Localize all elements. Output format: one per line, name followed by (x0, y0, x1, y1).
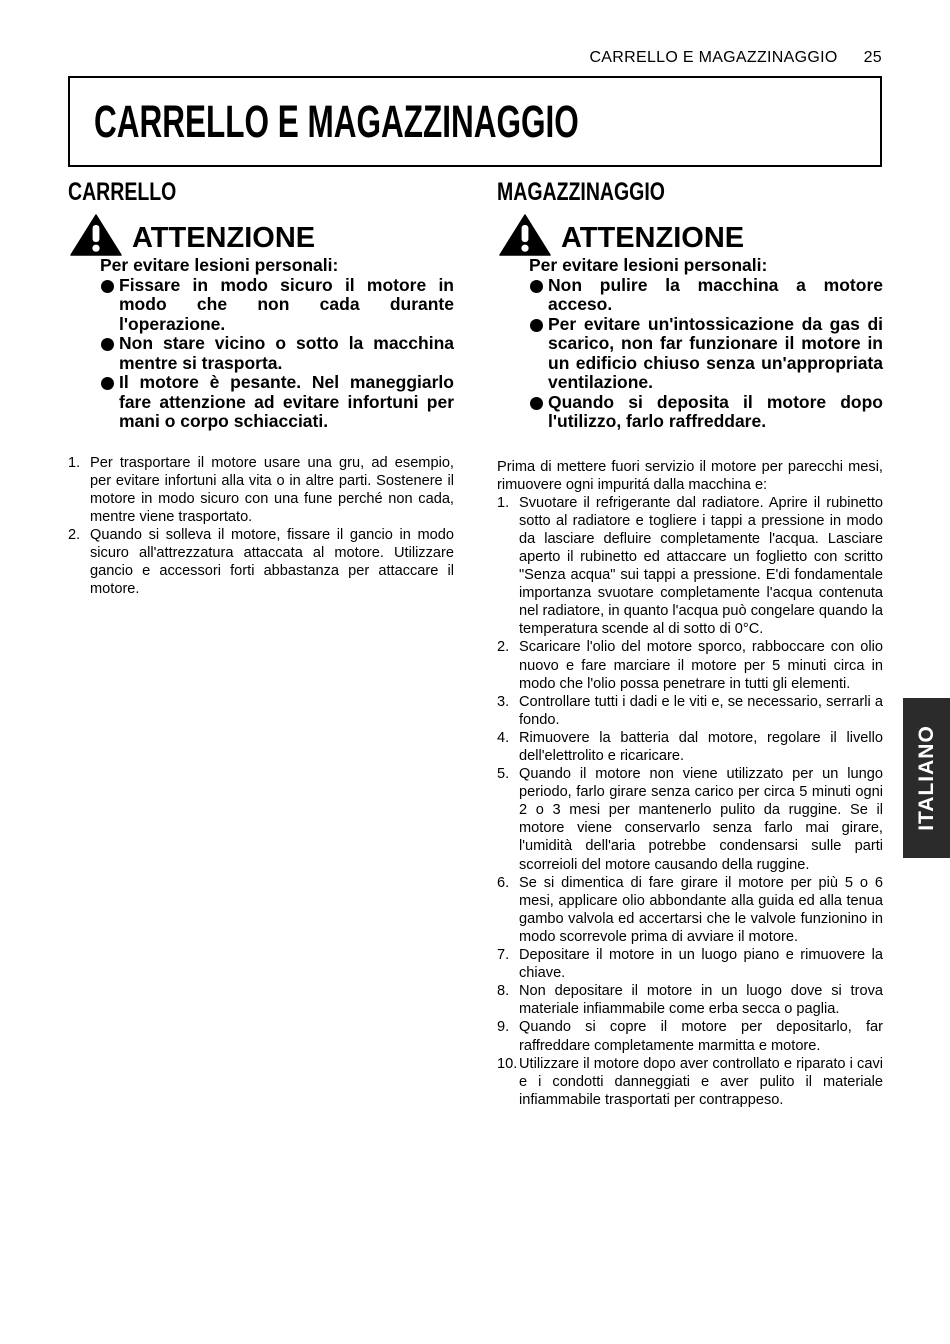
bullet-icon (530, 280, 543, 293)
warning-header (497, 212, 883, 256)
warning-list (100, 276, 454, 432)
warning-item: Per evitare un'intossicazione da gas di scarico, non far funzionare il motore in un edificio chiuso senza un'appropriata ventilazione. (529, 315, 883, 393)
warning-intro: Per evitare lesioni personali: (529, 255, 768, 275)
carrello-column (68, 178, 454, 598)
list-item: 5. Quando il motore non viene utilizzato per un lungo periodo, farlo girare senza carico per circa 5 minuti ogni 2 o 3 mesi per mantenerlo pulito da ruggine. Se il motore viene conservarlo senza farlo mai girare, l'umidità dell'aria potrebbe condensarsi sulle parti scorreioli del motore causando della ruggine. (497, 766, 883, 873)
list-item: 1. Svuotare il refrigerante dal radiatore. Aprire il rubinetto sotto al radiatore e togliere i tappi a pressione in modo da lasciare defluire completamente l'acqua. Lasciare aperto il rubinetto ed attaccare un foglietto con scritto "Senza acqua" sui tappi a pressione. E'di fondamentale importanza svuotare completamente l'acqua contenuta nel radiatore, in quanto l'acqua può congelare quando la temperatura scende al di sotto di 0°C. (497, 494, 883, 638)
storage-intro: Prima di mettere fuori servizio il motore per parecchi mesi, rimuovere ogni impuritá dalla macchina e: (497, 458, 883, 493)
list-item: 7. Depositare il motore in un luogo piano e rimuovere la chiave. (497, 947, 883, 982)
title-box (68, 76, 882, 167)
warning-item: Fissare in modo sicuro il motore in modo che non cada durante l'operazione. (100, 276, 454, 335)
page-number: 25 (863, 49, 882, 66)
page-title: CARRELLO E MAGAZZINAGGIO (94, 96, 579, 147)
magazzinaggio-column (497, 178, 883, 1109)
list-item: 1. Per trasportare il motore usare una gru, ad esempio, per evitare infortuni alla vita o in altre parti. Sostenere il motore in modo sicuro con una fune perché non cada, mentre viene trasportato. (68, 454, 454, 525)
warning-label: ATTENZIONE (561, 222, 745, 254)
warning-intro: Per evitare lesioni personali: (100, 255, 339, 275)
bullet-icon (101, 377, 114, 390)
bullet-icon (530, 397, 543, 410)
warning-item: Quando si deposita il motore dopo l'utilizzo, farlo raffreddare. (529, 393, 883, 432)
list-item: 2. Scaricare l'olio del motore sporco, rabboccare con olio nuovo e fare marciare il motore per 5 minuti circa in modo che l'olio possa penetrare in tutti gli elementi. (497, 639, 883, 692)
warning-item: Non stare vicino o sotto la macchina mentre si trasporta. (100, 334, 454, 373)
list-item: 8. Non depositare il motore in un luogo dove si trova materiale infiammabile come erba secca o paglia. (497, 983, 883, 1018)
warning-header (68, 212, 454, 256)
language-tab-label: ITALIANO (914, 725, 938, 831)
section-title-carrello: CARRELLO (68, 178, 177, 206)
list-item: 3. Controllare tutti i dadi e le viti e, se necessario, serrarli a fondo. (497, 693, 883, 728)
list-item: 4. Rimuovere la batteria dal motore, regolare il livello dell'elettrolito e ricaricare. (497, 729, 883, 764)
section-title-magazzinaggio: MAGAZZINAGGIO (497, 178, 665, 206)
running-title: CARRELLO E MAGAZZINAGGIO (589, 49, 838, 66)
warning-item: Il motore è pesante. Nel maneggiarlo fare attenzione ad evitare infortuni per mani o corpo schiacciati. (100, 373, 454, 432)
warning-item: Non pulire la macchina a motore acceso. (529, 276, 883, 315)
list-item: 2. Quando si solleva il motore, fissare il gancio in modo sicuro all'attrezzatura attaccata al motore. Utilizzare gancio e accessori forti abbastanza per attaccare il motore. (68, 526, 454, 598)
carrello-steps (68, 454, 454, 599)
warning-label: ATTENZIONE (132, 222, 316, 254)
warning-triangle-icon (499, 214, 551, 256)
list-item: 10. Utilizzare il motore dopo aver controllato e riparato i cavi e i condotti danneggiati e aver pulito il materiale infiammabile trasportati per contrappeso. (497, 1055, 883, 1108)
magazzinaggio-steps (497, 494, 883, 1109)
list-item: 6. Se si dimentica di fare girare il motore per più 5 o 6 mesi, applicare olio abbondante alla guida ed alla tenua gambo valvola ed accertarsi che le valvole funzionino in modo scorrevole prima di avviare il motore. (497, 874, 883, 945)
list-item: 9. Quando si copre il motore per depositarlo, far raffreddare completamente marmitta e motore. (497, 1019, 883, 1054)
bullet-icon (101, 338, 114, 351)
language-tab (903, 698, 950, 858)
running-header (589, 49, 882, 67)
bullet-icon (101, 280, 114, 293)
warning-triangle-icon (70, 214, 122, 256)
warning-list (529, 276, 883, 432)
bullet-icon (530, 319, 543, 332)
